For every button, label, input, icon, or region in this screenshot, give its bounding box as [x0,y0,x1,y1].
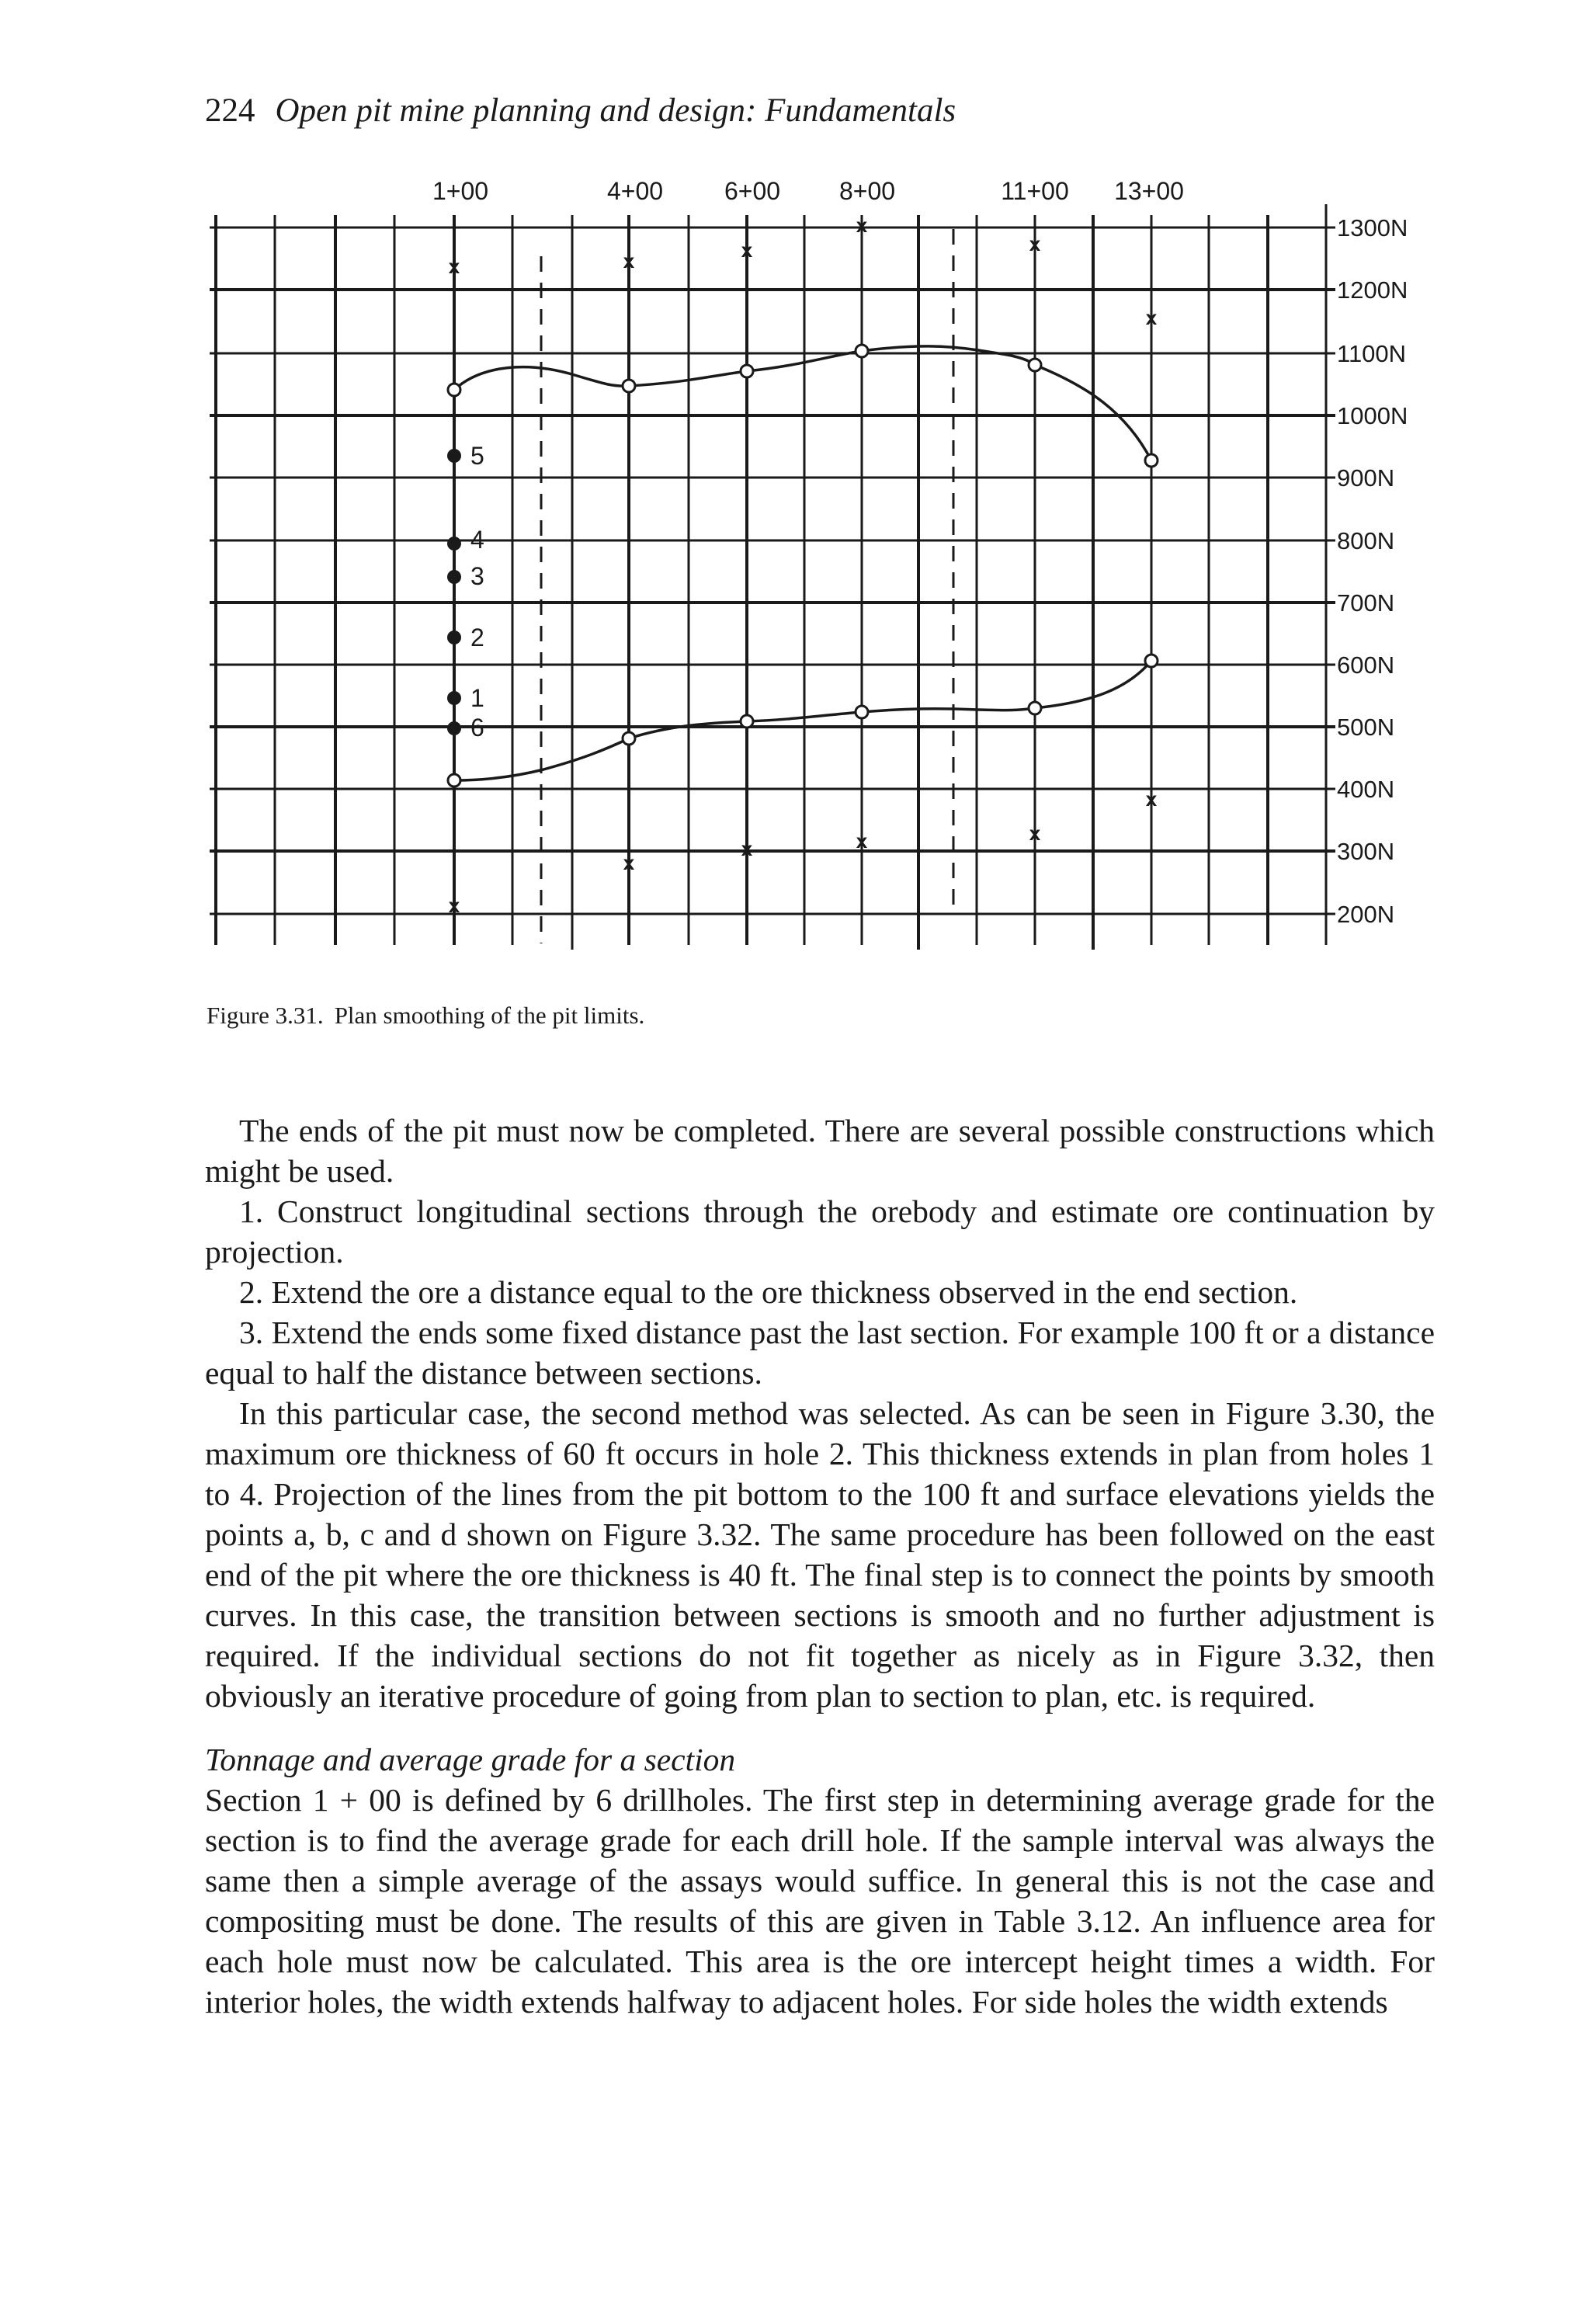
northing-label: 1000N [1337,402,1408,429]
northing-label: 1300N [1337,214,1408,241]
northing-label: 200N [1337,901,1395,928]
drill-hole-2 [447,631,461,644]
drill-hole-label: 2 [470,624,484,651]
section-label: 11+00 [1001,177,1069,205]
northing-label: 1100N [1337,340,1407,367]
x-marker: x [448,255,460,278]
section-label: 4+00 [606,177,664,205]
curve-point [741,365,753,377]
northing-label: 700N [1337,589,1395,617]
section-label: 6+00 [724,177,781,205]
x-markers [449,214,1158,917]
northing-label: 600N [1337,651,1395,679]
curve-point [448,774,460,787]
curve-point [1145,454,1158,467]
running-head [205,92,956,130]
paragraph: The ends of the pit must now be completed. There are several possible constructions which might be used. [205,1113,1435,1189]
figure-caption-text: Plan smoothing of the pit limits. [334,1002,645,1029]
figure-caption-label: Figure 3.31. [207,1002,324,1029]
x-marker: x [623,249,635,273]
x-marker: x [1029,822,1041,845]
drill-hole-5 [447,449,461,463]
x-marker: x [1029,232,1041,255]
page-number: 224 [205,92,255,129]
curve-point [623,732,635,745]
drill-hole-label: 3 [470,562,484,590]
drill-hole-3 [447,570,461,584]
drill-hole-6 [447,721,461,735]
northing-label: 900N [1337,464,1395,492]
book-title-main: Open pit mine planning and design [275,92,746,129]
figure-grid [210,204,1335,950]
curve-point [856,345,868,357]
x-marker: x [856,214,868,237]
curve-point [623,380,635,392]
drill-hole-label: 1 [470,684,484,712]
drill-hole-label: 4 [470,526,484,554]
pit-plan-figure [0,167,1590,974]
drill-hole-1 [447,691,461,705]
curve-points [448,345,1158,787]
curve-point [741,715,753,728]
drill-hole-labels [470,442,484,742]
section-label: 8+00 [838,177,896,205]
book-title: Open pit mine planning and design: Fundamentals [275,92,956,129]
list-item: 1. Construct longitudinal sections through the orebody and estimate ore continuation by projection. [205,1193,1435,1270]
northing-label: 400N [1337,776,1395,803]
x-marker: x [1145,787,1158,811]
drill-hole-label: 6 [470,714,484,742]
drill-hole-label: 5 [470,442,484,470]
list-item: 2. Extend the ore a distance equal to the ore thickness observed in the end section. [239,1274,1298,1310]
figure-caption [207,1002,644,1030]
section-label: 1+00 [432,177,489,205]
section-subheading: Tonnage and average grade for a section [205,1742,736,1777]
x-marker: x [856,829,868,853]
section-label: 13+00 [1114,177,1184,205]
book-title-sub: Fundamentals [765,92,956,129]
x-marker: x [1145,306,1158,329]
body-text [205,1110,1435,2022]
pit-limits [454,346,1151,780]
x-marker: x [448,894,460,917]
x-marker: x [623,851,635,874]
paragraph: Section 1 + 00 is defined by 6 drillholes. The first step in determining average grade for the section is to find the average grade for each drill hole. If the sample interval was always the same then a simple average of the assays would suffice. In general this is not the case and compositing must be done. The results of this are given in Table 3.12. An influence area for each hole must now be calculated. This area is the ore intercept height times a width. For interior holes, the width extends halfway to adjacent holes. For side holes the width extends [205,1782,1435,2020]
curve-point [856,706,868,718]
northing-label: 800N [1337,527,1395,554]
northing-labels [1337,214,1408,928]
curve-point [448,384,460,396]
south-pit-limit-curve [454,661,1151,780]
curve-point [1145,655,1158,667]
x-marker: x [741,238,753,262]
list-item: 3. Extend the ends some fixed distance past the last section. For example 100 ft or a distance equal to half the distance between sections. [205,1315,1435,1391]
paragraph: In this particular case, the second method was selected. As can be seen in Figure 3.30, the maximum ore thickness of 60 ft occurs in hole 2. This thickness extends in plan from holes 1 to 4. Projection of the lines from the pit bottom to the 100 ft and surface elevations yields the points a, b, c and d shown on Figure 3.32. The same procedure has been followed on the east end of the pit where the ore thickness is 40 ft. The final step is to connect the points by smooth curves. In this case, the transition between sections is smooth and no further adjustment is required. If the individual sections do not fit together as nicely as in Figure 3.32, then obviously an iterative procedure of going from plan to section to plan, etc. is required. [205,1395,1435,1714]
curve-point [1029,359,1041,371]
northing-label: 1200N [1337,276,1408,304]
drill-hole-4 [447,537,461,551]
northing-label: 500N [1337,714,1395,741]
section-labels [432,177,1184,205]
curve-point [1029,702,1041,714]
northing-label: 300N [1337,838,1395,865]
x-marker: x [741,837,753,860]
north-pit-limit-curve [454,346,1151,460]
